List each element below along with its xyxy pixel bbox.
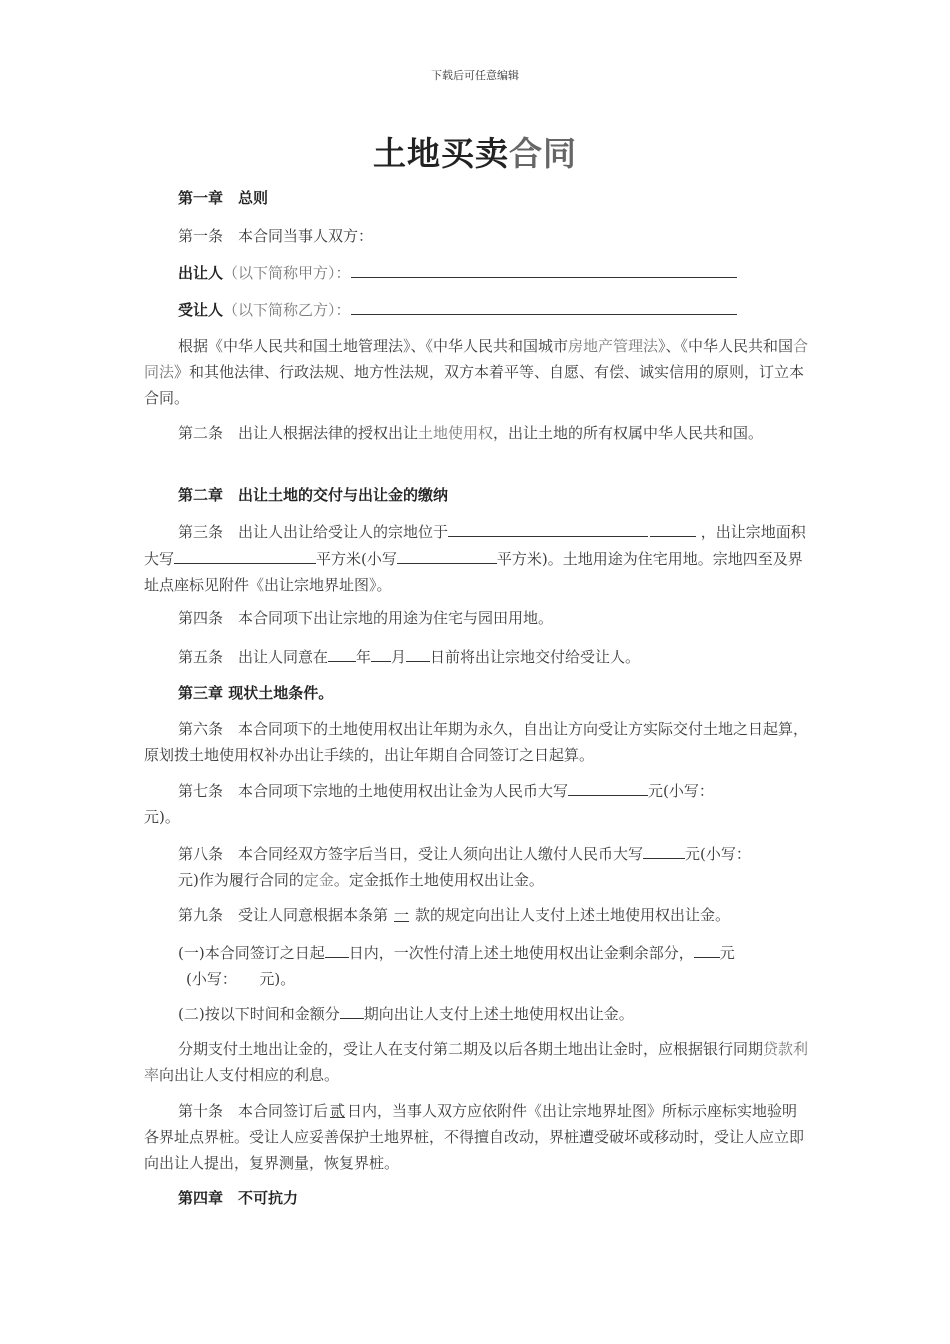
- party-b-line: [144, 296, 844, 323]
- basis-paragraph: [144, 333, 810, 411]
- article-7-text-2: 元(小写：: [648, 782, 714, 800]
- item-2-text-2: 期向出让人支付上述土地使用权出让金。: [363, 1005, 634, 1023]
- article-2-text-1: 第二条 出让人根据法律的授权出让: [178, 424, 419, 442]
- deposit-capital-blank: [643, 840, 685, 859]
- basis-text-2: 》、《中华人民共和国: [658, 337, 794, 355]
- basis-law-link-1: 房地产管理法: [568, 337, 659, 355]
- document-title: [0, 128, 950, 175]
- installment-paragraph: [144, 1036, 810, 1088]
- days-blank: [325, 939, 349, 958]
- article-5-text-1: 第五条 出让人同意在: [178, 648, 329, 666]
- article-10-text-1: 第十条 本合同签订后: [178, 1102, 329, 1120]
- item-1-text-4: (小写： 元)。: [186, 970, 296, 988]
- year-blank: [328, 643, 356, 662]
- article-7-text-1: 第七条 本合同项下宗地的土地使用权出让金为人民币大写: [178, 782, 569, 800]
- item-1-text-2: 日内，一次性付清上述土地使用权出让金剩余部分，: [348, 944, 694, 962]
- day-blank: [406, 643, 430, 662]
- article-6: 第六条 本合同项下的土地使用权出让年期为永久，自出让方向受让方实际交付土地之日起算，原划拨土地使用权补办出让手续的，出让年期自合同签订之日起算。: [144, 720, 809, 764]
- party-b-blank: [351, 296, 737, 315]
- article-8-text-4: 。定金抵作土地使用权出让金。: [333, 871, 544, 889]
- party-a-paren: （以下简称甲方）：: [223, 264, 351, 282]
- month-blank: [371, 643, 391, 662]
- chapter-3-heading: 第三章 现状土地条件。: [178, 684, 334, 702]
- article-8-deposit-term: 定金: [303, 871, 334, 889]
- article-8-text-2: 元(小写：: [685, 845, 751, 863]
- article-8-text-3: 元)作为履行合同的: [178, 871, 304, 889]
- article-1: 第一条 本合同当事人双方：: [178, 227, 374, 245]
- location-blank: [448, 518, 648, 537]
- chapter-4-heading: 第四章 不可抗力: [178, 1189, 299, 1207]
- party-a-label: 出让人: [178, 264, 224, 282]
- basis-text-3: 》和其他法律、行政法规、地方性法规，双方本着平等、自愿、有偿、诚实信用的原则，订立本合同。: [144, 363, 805, 407]
- article-5-text-2: 日前将出让宗地交付给受让人。: [430, 648, 641, 666]
- basis-law-link-2: 合同法: [144, 337, 809, 381]
- area-number-blank: [397, 545, 497, 564]
- periods-blank: [340, 1000, 364, 1019]
- installment-text-2: 向出让人支付相应的利息。: [159, 1066, 340, 1084]
- item-1: [144, 939, 844, 992]
- amount-blank: [694, 939, 720, 958]
- chapter-2-heading: 第二章 出让土地的交付与出让金的缴纳: [178, 486, 449, 504]
- item-2: [144, 1000, 844, 1027]
- article-5: [144, 643, 844, 670]
- item-1-text-3: 元: [719, 944, 735, 962]
- chapter-1-heading: 第一章 总则: [178, 189, 269, 207]
- party-a-blank: [351, 259, 737, 278]
- article-3-text-3: 平方米(小写: [316, 550, 397, 568]
- article-9: [144, 902, 844, 928]
- article-3-text-2: ，出让宗地面积大写: [144, 523, 806, 568]
- article-2: [144, 420, 810, 446]
- article-7-text-3: 元)。: [144, 808, 180, 826]
- party-b-paren: （以下简称乙方）：: [223, 301, 351, 319]
- article-2-term: 土地使用权: [418, 424, 494, 442]
- basis-text-1: 根据《中华人民共和国土地管理法》、《中华人民共和国城市: [178, 337, 569, 355]
- item-1-text-1: (一)本合同签订之日起: [178, 944, 325, 962]
- article-9-text-1: 第九条 受让人同意根据本条第: [178, 906, 389, 924]
- item-2-text-1: (二)按以下时间和金额分: [178, 1005, 340, 1023]
- article-10-text-2: 日内，当事人双方应依附件《出让宗地界址图》所标示座标实地验明各界址点界桩。受让人应妥善保护土地界桩，不得擅自改动，界桩遭受破坏或移动时，受让人应立即向出让人提出，复界测量，恢复界桩。: [144, 1102, 805, 1172]
- party-a-line: [144, 259, 844, 286]
- article-9-text-2: 款的规定向出让人支付上述土地使用权出让金。: [415, 906, 731, 924]
- location-blank-2: [650, 518, 696, 537]
- article-8: [144, 840, 844, 893]
- article-3-text-1: 第三条 出让人出让给受让人的宗地位于: [178, 523, 449, 541]
- article-4: 第四条 本合同项下出让宗地的用途为住宅与园田用地。: [178, 609, 554, 627]
- price-capital-blank: [568, 777, 648, 796]
- installment-text-1: 分期支付土地出让金的，受让人在支付第二期及以后各期土地出让金时，应根据银行同期: [178, 1040, 764, 1058]
- article-5-month: 月: [391, 648, 407, 666]
- article-8-text-1: 第八条 本合同经双方签字后当日，受让人须向出让人缴付人民币大写: [178, 845, 644, 863]
- article-7: [144, 777, 810, 830]
- party-b-label: 受让人: [178, 301, 224, 319]
- installment-loan-rate: 贷款利率: [144, 1040, 809, 1084]
- header-note: 下载后可任意编辑: [431, 69, 519, 82]
- article-9-clause-number: 一: [394, 906, 410, 924]
- article-10: [144, 1098, 810, 1176]
- article-3: [144, 518, 810, 598]
- article-5-year: 年: [356, 648, 372, 666]
- area-capital-blank: [174, 545, 316, 564]
- title-main: 土地买卖: [373, 134, 509, 173]
- title-suffix: 合同: [509, 134, 577, 173]
- article-2-text-2: ，出让土地的所有权属中华人民共和国。: [493, 424, 764, 442]
- article-3-text-4: 平方米)。土地用途为住宅用地。宗地四至及界址点座标见附件《出让宗地界址图》。: [144, 550, 803, 594]
- article-10-days: 贰: [330, 1102, 346, 1120]
